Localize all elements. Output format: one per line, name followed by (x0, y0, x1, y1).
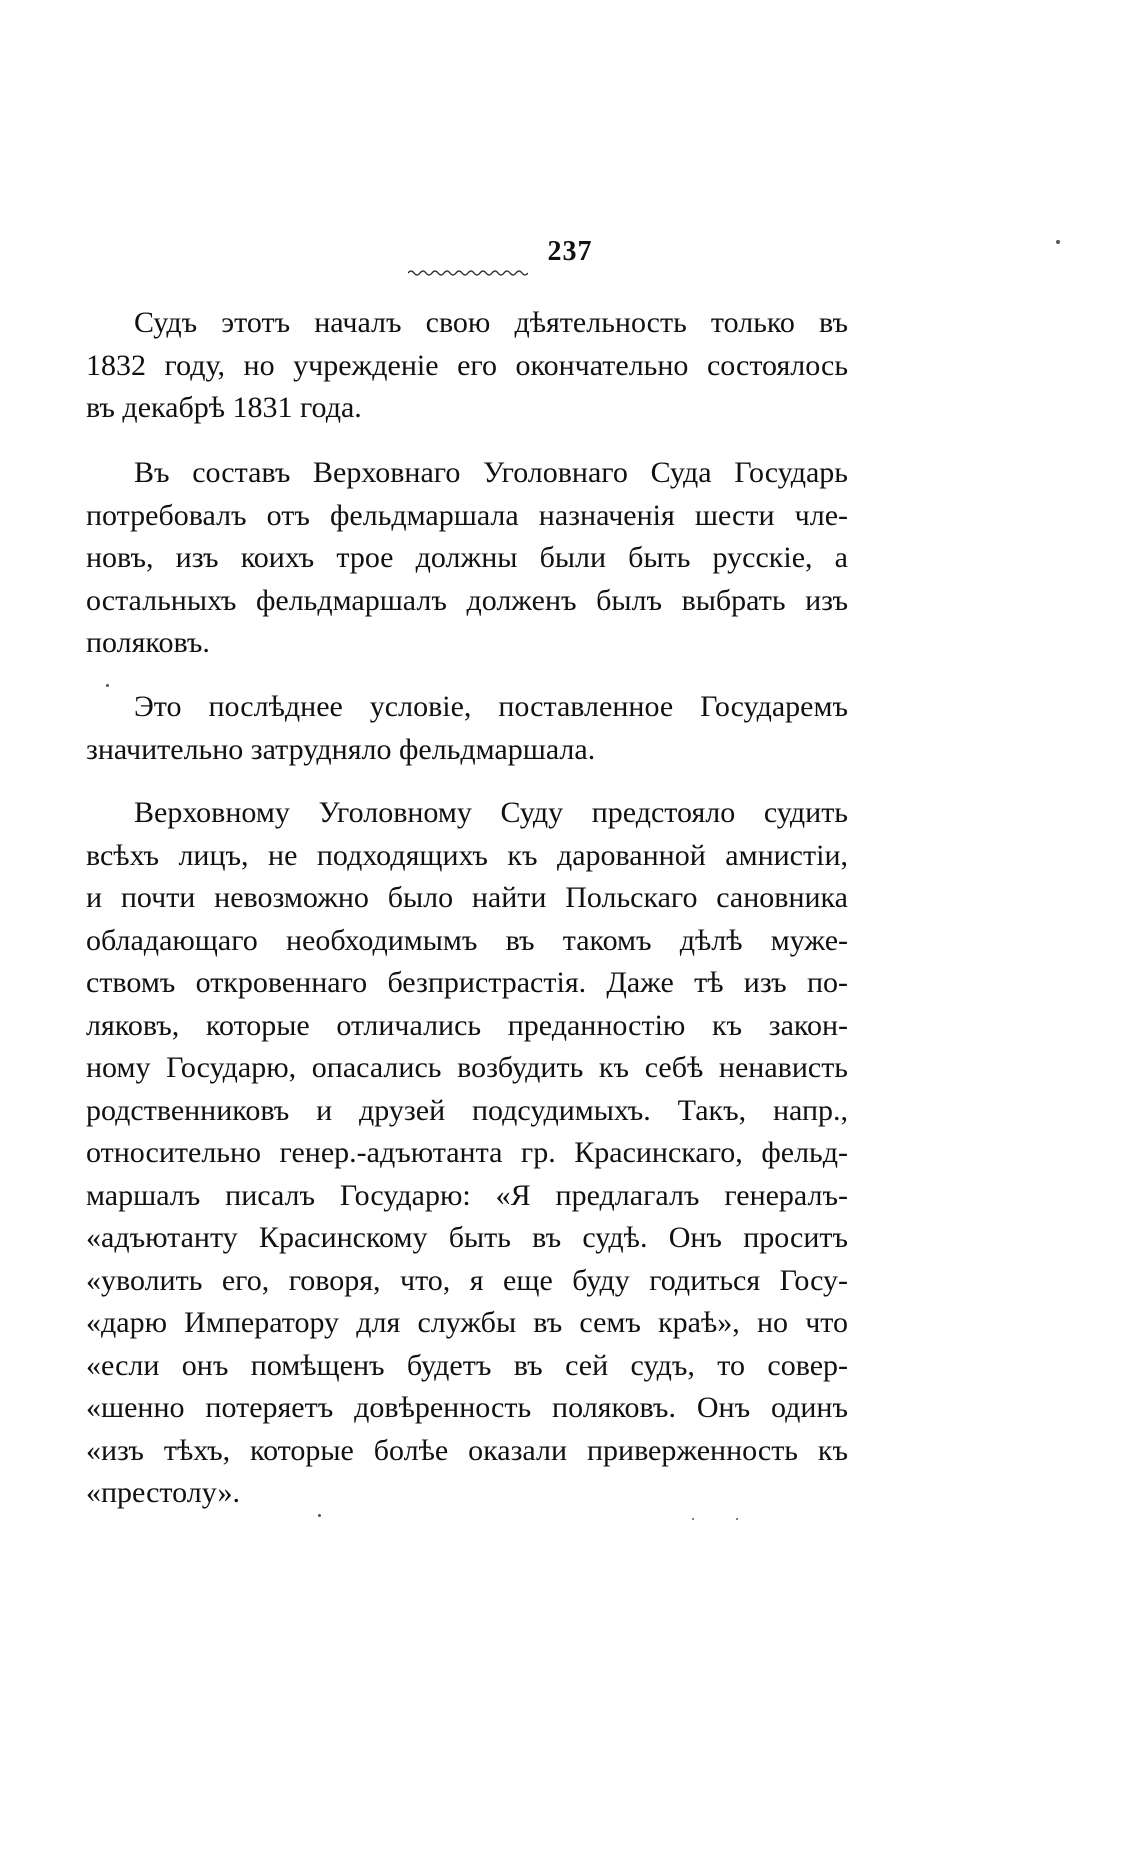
text-line: ному Государю, опасались возбудить къ себѣ ненависть (86, 1051, 848, 1084)
text-line: всѣхъ лицъ, не подходящихъ къ дарованной амнистіи, (86, 838, 848, 872)
text-line: потребовалъ отъ фельдмаршала назначенія шести чле- (86, 498, 848, 532)
paragraph-1 (86, 302, 848, 430)
text-line: «шенно потеряетъ довѣренность поляковъ. Онъ одинъ (86, 1391, 848, 1424)
text-line: «адъютанту Красинскому быть въ судѣ. Онъ проситъ (86, 1221, 848, 1254)
text-line: маршалъ писалъ Государю: «Я предлагалъ генералъ- (86, 1178, 848, 1212)
text-line: ляковъ, которые отличались преданностію къ закон- (86, 1008, 848, 1042)
text-line: и почти невозможно было найти Польскаго сановника (86, 881, 848, 914)
text-line: значительно затрудняло фельдмаршала. (86, 732, 596, 766)
text-line: остальныхъ фельдмаршалъ долженъ былъ выбрать изъ (86, 583, 848, 617)
text-line: родственниковъ и друзей подсудимыхъ. Такъ, напр., (86, 1093, 848, 1127)
scan-speck (692, 1518, 694, 1520)
paragraph-4 (86, 792, 848, 1515)
text-line: «дарю Императору для службы въ семъ краѣ», но что (86, 1306, 848, 1339)
text-line: поляковъ. (86, 626, 210, 659)
paragraph-2 (86, 452, 848, 665)
text-line: ствомъ откровеннаго безпристрастія. Даже тѣ изъ по- (86, 966, 848, 999)
paragraph-3 (86, 686, 848, 771)
text-line: Судъ этотъ началъ свою дѣятельность только въ (134, 306, 848, 339)
text-line: относительно генер.-адъютанта гр. Красинскаго, фельд- (86, 1136, 848, 1169)
text-line: Верховному Уголовному Суду предстояло судить (134, 796, 848, 829)
text-line: Это послѣднее условіе, поставленное Государемъ (134, 690, 848, 723)
scan-speck (736, 1518, 738, 1520)
text-line: обладающаго необходимымъ въ такомъ дѣлѣ муже- (86, 923, 848, 957)
scan-speck (318, 1514, 321, 1517)
text-line: 1832 году, но учрежденіе его окончательно состоялось (86, 348, 848, 382)
scan-speck (1056, 240, 1060, 244)
page-number-wavy-rule (408, 268, 528, 278)
text-line: въ декабрѣ 1831 года. (86, 391, 362, 424)
text-line: «престолу». (86, 1476, 240, 1509)
text-line: новъ, изъ коихъ трое должны были быть русскіе, а (86, 541, 848, 574)
scan-speck (106, 684, 109, 687)
text-line: «уволить его, говоря, что, я еще буду годиться Госу- (86, 1263, 848, 1297)
text-line: «если онъ помѣщенъ будетъ въ сей судъ, то совер- (86, 1348, 848, 1382)
page-number: 237 (547, 236, 593, 267)
text-line: Въ составъ Верховнаго Уголовнаго Суда Государь (134, 456, 848, 489)
text-line: «изъ тѣхъ, которые болѣе оказали приверженность къ (86, 1433, 848, 1467)
